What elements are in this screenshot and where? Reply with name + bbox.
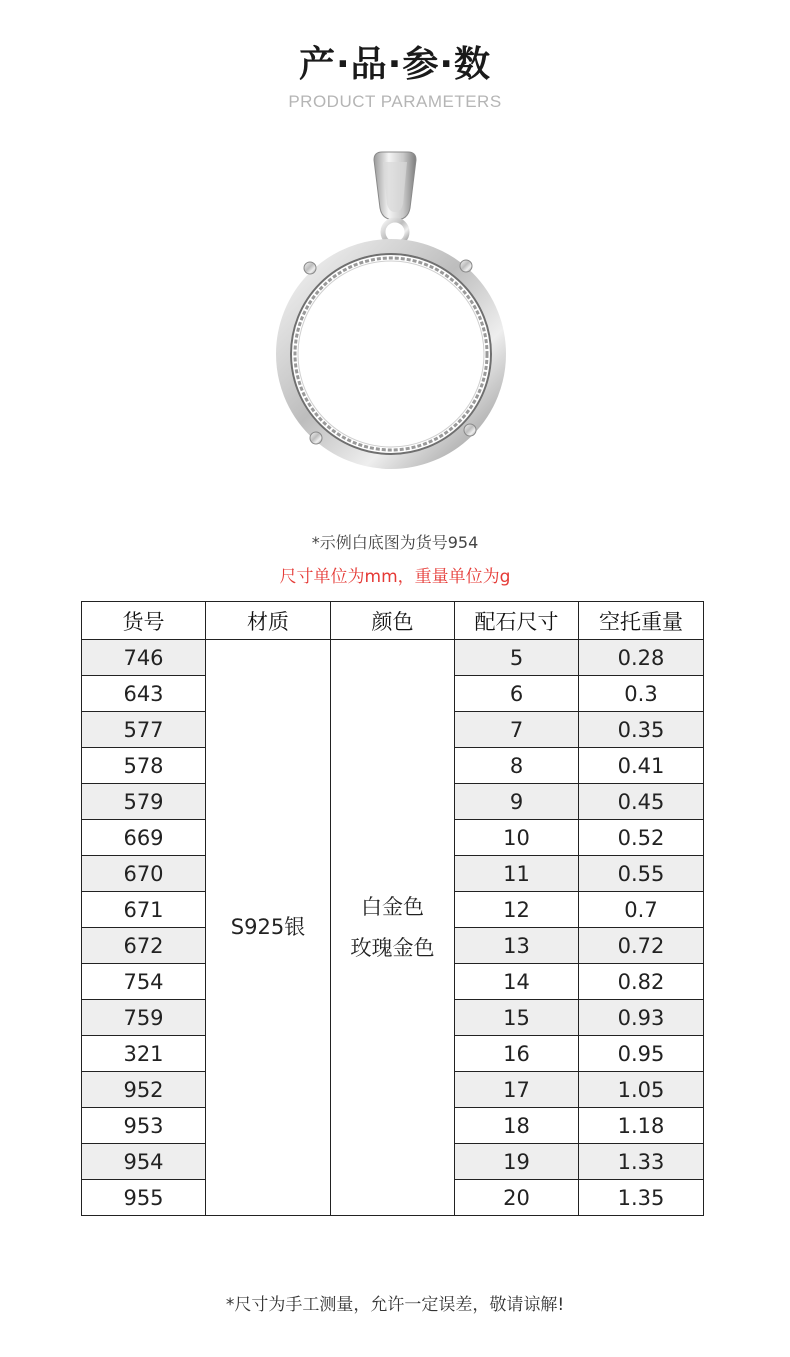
cell-stone-size: 5 bbox=[455, 640, 579, 676]
pendant-image bbox=[270, 148, 520, 478]
header-weight: 空托重量 bbox=[579, 602, 704, 640]
cell-stone-size: 15 bbox=[455, 1000, 579, 1036]
color-option: 玫瑰金色 bbox=[350, 935, 435, 960]
cell-weight: 1.18 bbox=[579, 1108, 704, 1144]
cell-item-number: 578 bbox=[82, 748, 206, 784]
cell-weight: 0.7 bbox=[579, 892, 704, 928]
color-option: 白金色 bbox=[361, 894, 424, 919]
cell-stone-size: 19 bbox=[455, 1144, 579, 1180]
cell-item-number: 953 bbox=[82, 1108, 206, 1144]
cell-weight: 0.95 bbox=[579, 1036, 704, 1072]
cell-stone-size: 14 bbox=[455, 964, 579, 1000]
cell-item-number: 643 bbox=[82, 676, 206, 712]
cell-weight: 0.55 bbox=[579, 856, 704, 892]
page-subtitle: PRODUCT PARAMETERS bbox=[288, 92, 502, 111]
sample-note: *示例白底图为货号954 bbox=[311, 533, 479, 552]
cell-weight: 0.41 bbox=[579, 748, 704, 784]
header-stone-size: 配石尺寸 bbox=[455, 602, 579, 640]
cell-stone-size: 20 bbox=[455, 1180, 579, 1216]
cell-item-number: 321 bbox=[82, 1036, 206, 1072]
cell-item-number: 670 bbox=[82, 856, 206, 892]
units-note: 尺寸单位为mm，重量单位为g bbox=[279, 567, 511, 587]
header-item-number: 货号 bbox=[82, 602, 206, 640]
cell-item-number: 952 bbox=[82, 1072, 206, 1108]
cell-weight: 0.45 bbox=[579, 784, 704, 820]
cell-weight: 0.82 bbox=[579, 964, 704, 1000]
cell-material: S925银 bbox=[206, 640, 331, 1216]
header-color: 颜色 bbox=[331, 602, 455, 640]
cell-stone-size: 16 bbox=[455, 1036, 579, 1072]
cell-weight: 0.3 bbox=[579, 676, 704, 712]
cell-item-number: 754 bbox=[82, 964, 206, 1000]
table-header-row bbox=[82, 602, 704, 640]
cell-stone-size: 7 bbox=[455, 712, 579, 748]
cell-stone-size: 18 bbox=[455, 1108, 579, 1144]
cell-stone-size: 9 bbox=[455, 784, 579, 820]
cell-colors bbox=[331, 640, 455, 1216]
cell-item-number: 579 bbox=[82, 784, 206, 820]
cell-stone-size: 11 bbox=[455, 856, 579, 892]
cell-weight: 0.93 bbox=[579, 1000, 704, 1036]
cell-weight: 1.05 bbox=[579, 1072, 704, 1108]
cell-weight: 1.35 bbox=[579, 1180, 704, 1216]
cell-weight: 0.28 bbox=[579, 640, 704, 676]
parameter-table bbox=[81, 601, 704, 1216]
cell-stone-size: 12 bbox=[455, 892, 579, 928]
cell-item-number: 671 bbox=[82, 892, 206, 928]
cell-item-number: 669 bbox=[82, 820, 206, 856]
cell-weight: 1.33 bbox=[579, 1144, 704, 1180]
cell-item-number: 746 bbox=[82, 640, 206, 676]
cell-item-number: 672 bbox=[82, 928, 206, 964]
cell-weight: 0.35 bbox=[579, 712, 704, 748]
cell-weight: 0.72 bbox=[579, 928, 704, 964]
page-title: 产·品·参·数 bbox=[298, 44, 492, 85]
cell-item-number: 954 bbox=[82, 1144, 206, 1180]
disclaimer: *尺寸为手工测量，允许一定误差，敬请谅解! bbox=[225, 1295, 565, 1315]
cell-stone-size: 6 bbox=[455, 676, 579, 712]
cell-item-number: 955 bbox=[82, 1180, 206, 1216]
cell-item-number: 577 bbox=[82, 712, 206, 748]
cell-stone-size: 10 bbox=[455, 820, 579, 856]
cell-weight: 0.52 bbox=[579, 820, 704, 856]
cell-stone-size: 13 bbox=[455, 928, 579, 964]
cell-item-number: 759 bbox=[82, 1000, 206, 1036]
table-row bbox=[82, 640, 704, 676]
cell-stone-size: 17 bbox=[455, 1072, 579, 1108]
cell-stone-size: 8 bbox=[455, 748, 579, 784]
header-material: 材质 bbox=[206, 602, 331, 640]
